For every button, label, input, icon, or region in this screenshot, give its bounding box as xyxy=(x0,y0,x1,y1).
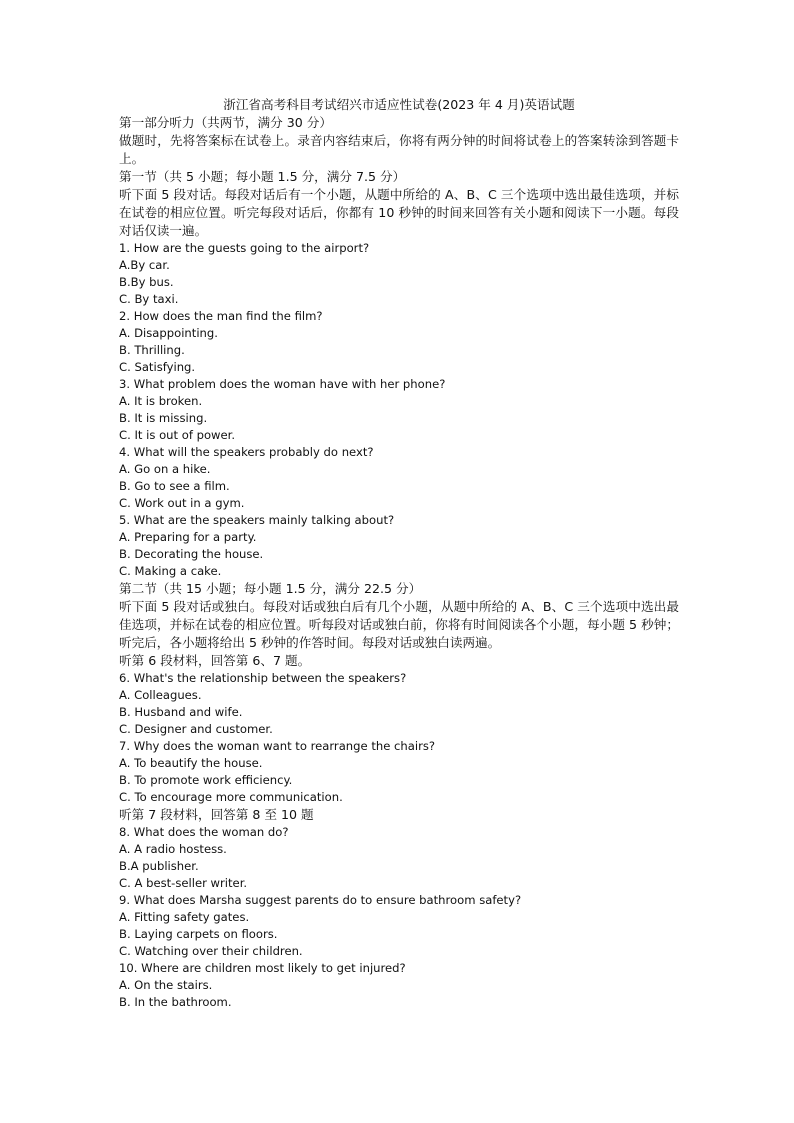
question-text: 5. What are the speakers mainly talking about? xyxy=(119,513,395,527)
option-c: C. Designer and customer. xyxy=(119,722,273,736)
question-6 xyxy=(119,670,679,738)
option-a: A. Go on a hike. xyxy=(119,462,211,476)
question-8 xyxy=(119,824,679,892)
option-a: A. Disappointing. xyxy=(119,326,218,340)
question-3 xyxy=(119,376,679,444)
question-text: 9. What does Marsha suggest parents do to ensure bathroom safety? xyxy=(119,893,522,907)
section2-instructions: 听下面 5 段对话或独白。每段对话或独白后有几个小题，从题中所给的 A、B、C 三个选项中选出最佳选项，并标在试卷的相应位置。听每段对话或独白前，你将有时间阅读各个小题，每小题 5 秒钟；听完后，各小题将给出 5 秒钟的作答时间。每段对话或独白读两遍。 xyxy=(119,599,679,650)
question-10 xyxy=(119,960,679,1011)
question-text: 2. How does the man find the film? xyxy=(119,309,323,323)
option-a: A. A radio hostess. xyxy=(119,842,227,856)
material-7-heading: 听第 7 段材料，回答第 8 至 10 题 xyxy=(119,807,314,822)
question-text: 8. What does the woman do? xyxy=(119,825,289,839)
option-a: A. It is broken. xyxy=(119,394,203,408)
exam-page xyxy=(119,96,679,1011)
option-a: A. Fitting safety gates. xyxy=(119,910,250,924)
option-b: B. Laying carpets on floors. xyxy=(119,927,278,941)
question-text: 3. What problem does the woman have with her phone? xyxy=(119,377,446,391)
option-a: A. To beautify the house. xyxy=(119,756,263,770)
section1-instructions: 听下面 5 段对话。每段对话后有一个小题，从题中所给的 A、B、C 三个选项中选出最佳选项，并标在试卷的相应位置。听完每段对话后，你都有 10 秒钟的时间来回答有关小题和阅读下一小题。每段对话仅读一遍。 xyxy=(119,187,679,238)
option-a: A. Colleagues. xyxy=(119,688,202,702)
question-1 xyxy=(119,240,679,308)
option-b: B. Thrilling. xyxy=(119,343,185,357)
question-9 xyxy=(119,892,679,960)
option-a: A.By car. xyxy=(119,258,170,272)
option-c: C. A best-seller writer. xyxy=(119,876,248,890)
option-b: B. Go to see a film. xyxy=(119,479,230,493)
part1-heading: 第一部分听力（共两节，满分 30 分） xyxy=(119,115,332,130)
question-text: 7. Why does the woman want to rearrange the chairs? xyxy=(119,739,436,753)
question-4 xyxy=(119,444,679,512)
option-b: B. Husband and wife. xyxy=(119,705,243,719)
question-text: 1. How are the guests going to the airport? xyxy=(119,241,370,255)
option-c: C. Work out in a gym. xyxy=(119,496,245,510)
option-b: B. In the bathroom. xyxy=(119,995,232,1009)
option-b: B. It is missing. xyxy=(119,411,208,425)
question-7 xyxy=(119,738,679,806)
section1-heading: 第一节（共 5 小题；每小题 1.5 分，满分 7.5 分） xyxy=(119,169,406,184)
question-5 xyxy=(119,512,679,580)
option-a: A. On the stairs. xyxy=(119,978,213,992)
option-b: B. To promote work efficiency. xyxy=(119,773,293,787)
material-6-heading: 听第 6 段材料，回答第 6、7 题。 xyxy=(119,653,311,668)
option-b: B. Decorating the house. xyxy=(119,547,264,561)
question-text: 6. What's the relationship between the speakers? xyxy=(119,671,407,685)
option-b: B.A publisher. xyxy=(119,859,199,873)
option-c: C. To encourage more communication. xyxy=(119,790,343,804)
section2-heading: 第二节（共 15 小题；每小题 1.5 分，满分 22.5 分） xyxy=(119,581,422,596)
option-c: C. Watching over their children. xyxy=(119,944,303,958)
listening-intro: 做题时，先将答案标在试卷上。录音内容结束后，你将有两分钟的时间将试卷上的答案转涂到答题卡上。 xyxy=(119,133,679,166)
exam-title: 浙江省高考科目考试绍兴市适应性试卷(2023 年 4 月)英语试题 xyxy=(223,97,575,112)
question-text: 4. What will the speakers probably do next? xyxy=(119,445,374,459)
option-c: C. Making a cake. xyxy=(119,564,222,578)
option-c: C. It is out of power. xyxy=(119,428,236,442)
option-b: B.By bus. xyxy=(119,275,174,289)
option-c: C. Satisfying. xyxy=(119,360,196,374)
option-a: A. Preparing for a party. xyxy=(119,530,257,544)
option-c: C. By taxi. xyxy=(119,292,179,306)
question-2 xyxy=(119,308,679,376)
question-text: 10. Where are children most likely to get injured? xyxy=(119,961,406,975)
